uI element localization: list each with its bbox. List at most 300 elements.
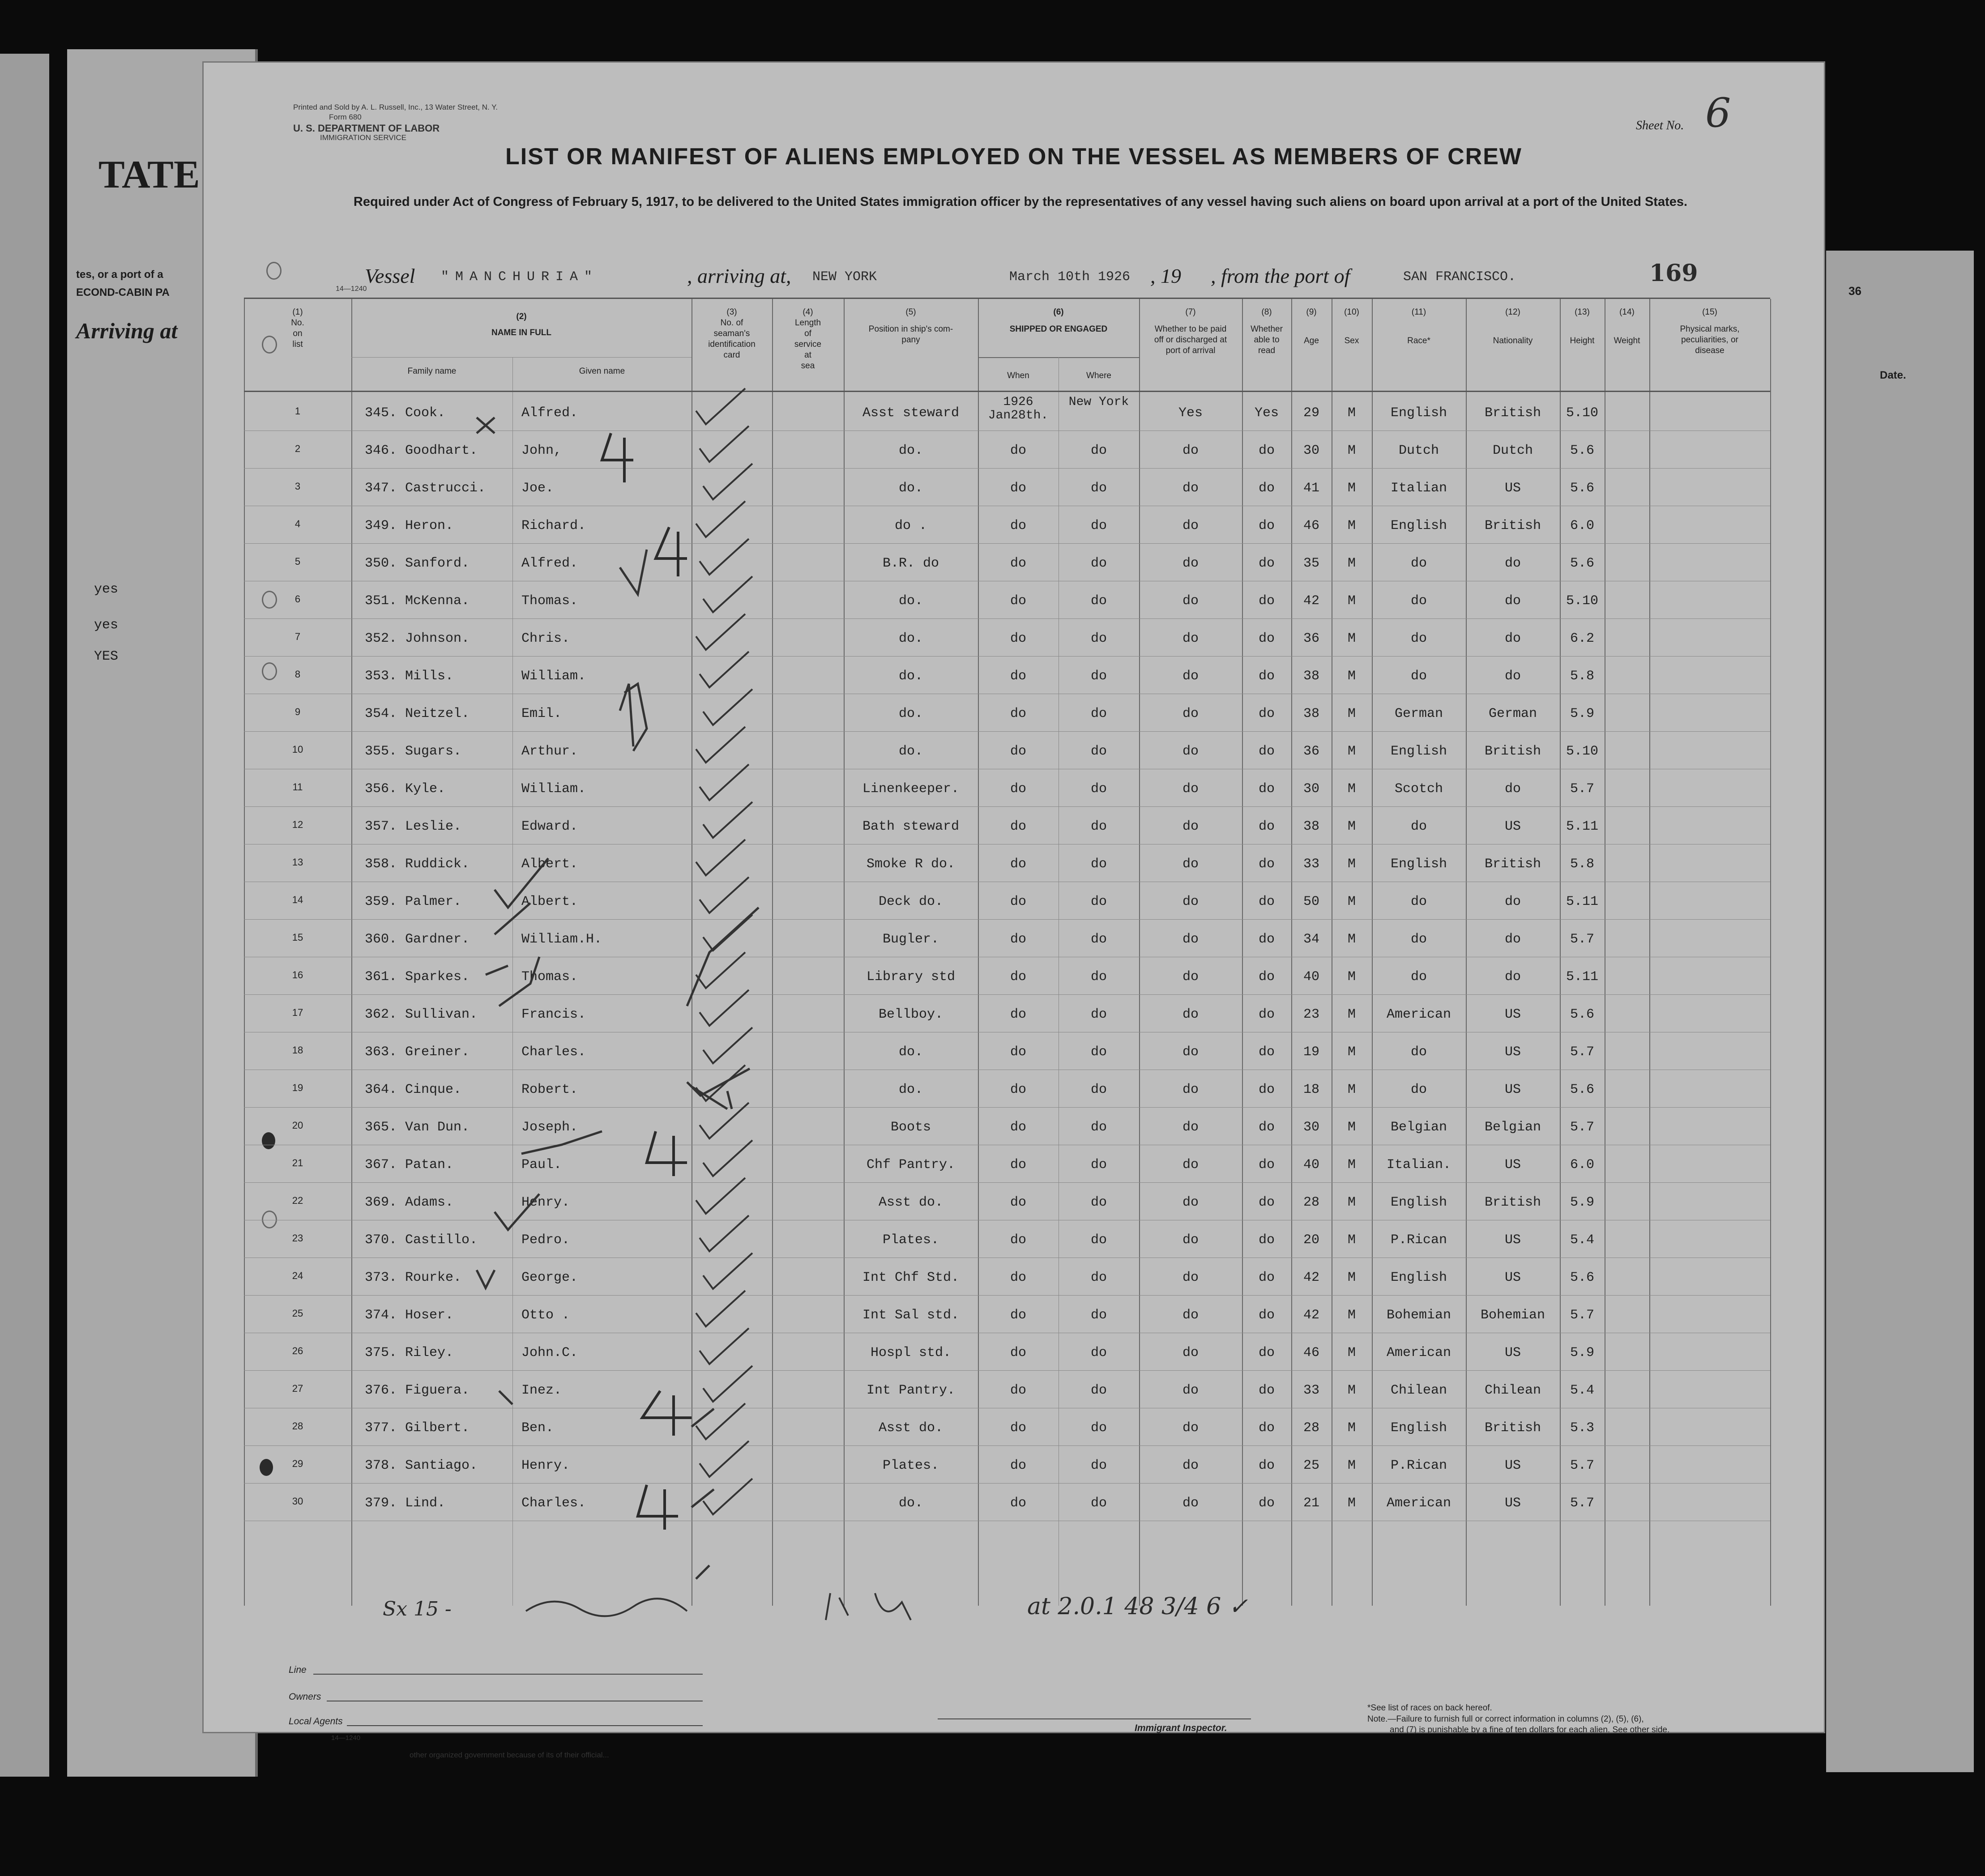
cell-able-to-read: do [1258,1496,1275,1511]
inspector-signature-rule [938,1718,1251,1719]
cell-given-name: Richard. [521,518,586,533]
cell-given-name: George. [521,1270,578,1285]
cell-position: Bugler. [882,932,939,947]
check-mark [703,576,752,612]
cell-age: 28 [1303,1195,1319,1210]
cell-where: do [1090,481,1107,496]
cell-able-to-read: do [1258,894,1275,909]
cell-age: 30 [1303,1120,1319,1135]
cell-no: 3 [295,481,301,492]
check-mark [700,652,749,687]
cell-nationality: US [1504,1157,1521,1172]
cell-able-to-read: do [1258,1082,1275,1097]
cell-able-to-read: do [1258,932,1275,947]
cell-age: 46 [1303,518,1319,533]
cell-age: 35 [1303,556,1319,571]
cell-sex: M [1347,1045,1356,1060]
cell-race: English [1390,857,1447,872]
cell-position: Chf Pantry. [866,1157,956,1172]
cell-position: do. [898,1082,923,1097]
cell-nationality: US [1504,1232,1521,1248]
cell-able-to-read: do [1258,593,1275,609]
cell-where: do [1090,1496,1107,1511]
cell-sex: M [1347,405,1356,421]
cell-height: 5.11 [1566,819,1598,834]
footer-agents-rule [347,1725,703,1726]
cell-nationality: do [1504,894,1521,909]
cell-family-name: 367. Patan. [365,1157,454,1172]
cell-given-name: Robert. [521,1082,578,1097]
background-row-text: YES [94,649,119,664]
check-mark [696,840,745,875]
cell-when: do [1010,819,1026,834]
cell-where: do [1090,1045,1107,1060]
cell-able-to-read: do [1258,857,1275,872]
cell-given-name: Charles. [521,1496,586,1511]
cell-sex: M [1347,593,1356,609]
cell-where: do [1090,1420,1107,1436]
cell-given-name: Albert. [521,894,578,909]
cell-race: Italian [1390,481,1447,496]
footer-form-code: 14—1240 [331,1734,361,1742]
cell-sex: M [1347,894,1356,909]
cell-given-name: Alfred. [521,556,578,571]
cell-family-name: 345. Cook. [365,405,446,421]
col-header-shipped: (6) SHIPPED OR ENGAGED [1009,307,1108,334]
cell-race: American [1386,1496,1451,1511]
cell-sex: M [1347,1308,1356,1323]
check-mark [700,990,749,1026]
cell-race: Chilean [1390,1383,1447,1398]
cell-position: do. [898,593,923,609]
cell-given-name: Edward. [521,819,578,834]
col-header-given: Given name [579,367,625,376]
cell-no: 22 [292,1195,303,1206]
cell-age: 33 [1303,1383,1319,1398]
footnote-penalty-1: Note.—Failure to furnish full or correct information in columns (2), (5), (6), [1367,1714,1644,1724]
cell-given-name: William.H. [521,932,602,947]
check-mark [696,727,745,763]
cell-height: 5.6 [1570,556,1594,571]
check-mark [696,614,745,650]
check-mark [696,1291,745,1326]
cell-height: 5.9 [1570,1195,1594,1210]
cell-paid-off: do [1182,1232,1199,1248]
cell-paid-off: do [1182,894,1199,909]
cell-family-name: 356. Kyle. [365,781,446,797]
cell-race: English [1390,1420,1447,1436]
cell-where: do [1090,669,1107,684]
cell-nationality: do [1504,969,1521,985]
service: IMMIGRATION SERVICE [320,133,407,142]
cell-family-name: 357. Leslie. [365,819,462,834]
cell-height: 5.4 [1570,1232,1594,1248]
cell-nationality: do [1504,669,1521,684]
footer-owners-label: Owners [289,1692,321,1702]
cell-sex: M [1347,1157,1356,1172]
cell-sex: M [1347,932,1356,947]
cell-sex: M [1347,1458,1356,1473]
cell-where: do [1090,1458,1107,1473]
cell-race: English [1390,518,1447,533]
cell-where: do [1090,969,1107,985]
cell-position: B.R. do [882,556,939,571]
cell-able-to-read: do [1258,819,1275,834]
from-label: , from the port of [1211,264,1350,287]
cell-race: English [1390,1270,1447,1285]
cell-family-name: 377. Gilbert. [365,1420,470,1436]
cell-position: Hospl std. [870,1345,952,1360]
cell-paid-off: do [1182,819,1199,834]
check-mark [700,1328,749,1364]
cell-age: 40 [1303,969,1319,985]
cell-age: 38 [1303,706,1319,721]
cell-age: 18 [1303,1082,1319,1097]
sheet-number: 6 [1705,90,1731,136]
cell-when: do [1010,1157,1026,1172]
cell-height: 5.3 [1570,1420,1594,1436]
manifest-table [244,298,1770,1606]
cell-nationality: do [1504,593,1521,609]
footer-line-label: Line [289,1665,307,1675]
background-line-2: ECOND-CABIN PA [76,286,170,298]
manifest-page [204,63,1824,1759]
cell-age: 40 [1303,1157,1319,1172]
cell-family-name: 378. Santiago. [365,1458,478,1473]
footnote-penalty-2: and (7) is punishable by a fine of ten dollars for each alien. See other side. [1390,1725,1670,1735]
cell-when: do [1010,894,1026,909]
cell-when: do [1010,1082,1026,1097]
cell-paid-off: do [1182,1345,1199,1360]
cell-paid-off: Yes [1178,405,1203,421]
cell-paid-off: do [1182,1045,1199,1060]
cell-family-name: 365. Van Dun. [365,1120,470,1135]
cell-race: do [1410,894,1427,909]
cell-height: 5.6 [1570,443,1594,458]
cell-where: do [1090,1345,1107,1360]
cell-race: P.Rican [1390,1458,1447,1473]
cell-able-to-read: do [1258,1458,1275,1473]
cell-family-name: 361. Sparkes. [365,969,470,985]
cell-family-name: 360. Gardner. [365,932,470,947]
year-label: , 19 [1150,264,1181,287]
cell-where: do [1090,631,1107,646]
check-mark [696,1065,745,1101]
cell-age: 23 [1303,1007,1319,1022]
cell-paid-off: do [1182,1195,1199,1210]
handwritten-scribble [517,1584,1054,1629]
cell-family-name: 376. Figuera. [365,1383,470,1398]
cell-race: do [1410,631,1427,646]
cell-able-to-read: do [1258,744,1275,759]
check-mark [696,1403,745,1439]
cell-when: do [1010,1383,1026,1398]
arrival-date: March 10th 1926 [1009,269,1131,285]
cell-sex: M [1347,706,1356,721]
vessel-label: Vessel [365,264,415,287]
cell-no: 25 [292,1308,303,1319]
cell-given-name: Chris. [521,631,570,646]
cell-given-name: Inez. [521,1383,562,1398]
cell-able-to-read: do [1258,556,1275,571]
cell-where: do [1090,593,1107,609]
cell-where: do [1090,1120,1107,1135]
cell-paid-off: do [1182,1420,1199,1436]
cell-age: 30 [1303,443,1319,458]
cell-family-name: 373. Rourke. [365,1270,462,1285]
sheet-label: Sheet No. [1636,119,1684,132]
cell-height: 5.7 [1570,1458,1594,1473]
cell-given-name: Otto . [521,1308,570,1323]
cell-position: Asst steward [862,405,960,421]
cell-age: 36 [1303,744,1319,759]
cell-paid-off: do [1182,556,1199,571]
cell-no: 17 [292,1007,303,1018]
cell-where: do [1090,932,1107,947]
check-mark [703,1253,752,1289]
cell-age: 41 [1303,481,1319,496]
cell-age: 42 [1303,1308,1319,1323]
vessel-line [204,260,1824,295]
cell-nationality: US [1504,481,1521,496]
check-mark [700,426,749,462]
col-header-service: (4) Length of service at sea [794,307,822,371]
cell-where: do [1090,1082,1107,1097]
background-right-number: 36 [1848,284,1861,298]
cell-sex: M [1347,857,1356,872]
cell-no: 4 [295,518,301,529]
cell-paid-off: do [1182,1496,1199,1511]
cell-position: Asst do. [878,1420,943,1436]
cell-given-name: William. [521,669,586,684]
cell-family-name: 364. Cinque. [365,1082,462,1097]
cell-able-to-read: do [1258,969,1275,985]
cell-able-to-read: do [1258,1232,1275,1248]
cell-given-name: Albert. [521,857,578,872]
cell-position: Library std [866,969,956,985]
cell-able-to-read: do [1258,631,1275,646]
background-title: TATE [98,153,200,196]
cell-height: 5.9 [1570,1345,1594,1360]
cell-paid-off: do [1182,744,1199,759]
cell-when: do [1010,1195,1026,1210]
background-page-right [1826,251,1974,1772]
cell-able-to-read: do [1258,443,1275,458]
cell-height: 5.7 [1570,1120,1594,1135]
cell-position: do. [898,1045,923,1060]
cell-when: do [1010,1496,1026,1511]
cell-height: 6.0 [1570,1157,1594,1172]
cell-race: American [1386,1345,1451,1360]
printer-line: Printed and Sold by A. L. Russell, Inc., 13 Water Street, N. Y. [293,103,498,111]
col-header-sex: (10) Sex [1344,307,1359,345]
cell-no: 5 [295,556,301,567]
cell-where: do [1090,781,1107,797]
cell-race: Italian. [1386,1157,1451,1172]
cell-sex: M [1347,1496,1356,1511]
cell-given-name: Pedro. [521,1232,570,1248]
cell-when: do [1010,669,1026,684]
cell-paid-off: do [1182,1120,1199,1135]
col-header-family: Family name [407,367,457,376]
cell-position: Bellboy. [878,1007,943,1022]
cell-race: English [1390,1195,1447,1210]
cell-position: Bath steward [862,819,960,834]
cell-nationality: Chilean [1484,1383,1541,1398]
col-header-physical: (15) Physical marks, peculiarities, or disease [1680,307,1740,355]
cell-given-name: Joe. [521,481,554,496]
cell-no: 15 [292,932,303,943]
cell-sex: M [1347,819,1356,834]
cell-paid-off: do [1182,631,1199,646]
background-right-label: Date. [1880,369,1906,381]
cell-able-to-read: do [1258,1308,1275,1323]
cell-nationality: US [1504,1045,1521,1060]
cell-sex: M [1347,1120,1356,1135]
page-title: LIST OR MANIFEST OF ALIENS EMPLOYED ON THE VESSEL AS MEMBERS OF CREW [505,144,1522,170]
cell-no: 10 [292,744,303,755]
cell-family-name: 346. Goodhart. [365,443,478,458]
cell-race: do [1410,1082,1427,1097]
cell-given-name: Charles. [521,1045,586,1060]
cell-family-name: 362. Sullivan. [365,1007,478,1022]
cell-given-name: Alfred. [521,405,578,421]
cell-nationality: US [1504,1458,1521,1473]
cell-nationality: British [1484,857,1541,872]
form-code: 14—1240 [336,285,367,293]
department: U. S. DEPARTMENT OF LABOR [293,123,440,134]
cell-nationality: do [1504,781,1521,797]
cell-when: do [1010,481,1026,496]
cell-position: Deck do. [878,894,943,909]
col-header-when: When [1007,371,1029,380]
cell-age: 28 [1303,1420,1319,1436]
cell-nationality: German [1488,706,1537,721]
cell-paid-off: do [1182,781,1199,797]
cell-race: do [1410,969,1427,985]
col-header-nationality: (12) Nationality [1493,307,1533,345]
cell-where: do [1090,556,1107,571]
cell-sex: M [1347,1232,1356,1248]
cell-able-to-read: do [1258,518,1275,533]
check-mark [703,1479,752,1514]
page-number: 169 [1649,260,1698,287]
cell-nationality: Dutch [1492,443,1533,458]
page-subtitle: Required under Act of Congress of February 5, 1917, to be delivered to the United States immigration officer by the representatives of any vessel having such aliens on board upon arrival at a port of the United States. [353,195,1688,209]
cell-no: 28 [292,1420,303,1432]
cell-family-name: 354. Neitzel. [365,706,470,721]
cell-family-name: 375. Riley. [365,1345,454,1360]
check-mark [703,689,752,725]
cell-family-name: 347. Castrucci. [365,481,486,496]
cell-position: Int Pantry. [866,1383,956,1398]
cell-nationality: US [1504,1496,1521,1511]
cell-nationality: British [1484,1195,1541,1210]
cell-race: American [1386,1007,1451,1022]
cell-race: English [1390,405,1447,421]
cell-race: do [1410,556,1427,571]
cell-age: 50 [1303,894,1319,909]
check-marks [244,299,1770,1606]
cell-race: do [1410,932,1427,947]
cell-age: 29 [1303,405,1319,421]
cell-height: 6.0 [1570,518,1594,533]
cell-nationality: British [1484,744,1541,759]
cell-paid-off: do [1182,932,1199,947]
cell-position: do. [898,443,923,458]
arriving-label: , arriving at, [687,264,791,287]
cell-given-name: Arthur. [521,744,578,759]
cell-age: 42 [1303,1270,1319,1285]
cell-no: 19 [292,1082,303,1093]
cell-paid-off: do [1182,518,1199,533]
cell-where: do [1090,857,1107,872]
cell-where: do [1090,1270,1107,1285]
cell-no: 8 [295,669,301,680]
cell-able-to-read: do [1258,1420,1275,1436]
cell-family-name: 363. Greiner. [365,1045,470,1060]
cell-age: 25 [1303,1458,1319,1473]
cell-where: New York [1068,395,1129,409]
cell-able-to-read: do [1258,1270,1275,1285]
cell-paid-off: do [1182,1308,1199,1323]
check-mark [696,952,745,988]
cell-position: do. [898,744,923,759]
cell-height: 5.10 [1566,405,1598,421]
cell-family-name: 349. Heron. [365,518,454,533]
cell-where: do [1090,443,1107,458]
cell-when: do [1010,1120,1026,1135]
check-mark [696,501,745,537]
cell-able-to-read: do [1258,706,1275,721]
cell-given-name: John, [521,443,562,458]
cell-where: do [1090,1007,1107,1022]
cell-when: do [1010,518,1026,533]
col-header-age: (9) Age [1304,307,1319,345]
cell-able-to-read: do [1258,1157,1275,1172]
cell-age: 20 [1303,1232,1319,1248]
cell-when: do [1010,1270,1026,1285]
cell-when: do [1010,593,1026,609]
cell-height: 5.9 [1570,706,1594,721]
cell-position: Int Chf Std. [862,1270,960,1285]
background-page-left-edge [0,54,49,1777]
cell-age: 34 [1303,932,1319,947]
cell-where: do [1090,744,1107,759]
footnote-races: *See list of races on back hereof. [1367,1703,1492,1713]
inspector-label: Immigrant Inspector. [1135,1723,1227,1733]
cell-no: 18 [292,1045,303,1056]
check-mark [703,464,752,499]
cell-no: 7 [295,631,301,642]
cell-height: 5.11 [1566,894,1598,909]
cell-able-to-read: do [1258,1195,1275,1210]
cell-nationality: Bohemian [1480,1308,1545,1323]
cell-given-name: Thomas. [521,593,578,609]
cell-height: 5.8 [1570,669,1594,684]
cell-no: 21 [292,1157,303,1168]
cell-sex: M [1347,481,1356,496]
cell-no: 30 [292,1496,303,1507]
cell-when: do [1010,744,1026,759]
cell-when: 1926 Jan28th. [988,395,1049,422]
cell-given-name: Francis. [521,1007,586,1022]
check-mark [700,764,749,800]
cell-position: do. [898,631,923,646]
check-mark [700,1215,749,1251]
cell-height: 5.6 [1570,1270,1594,1285]
cell-race: German [1394,706,1443,721]
